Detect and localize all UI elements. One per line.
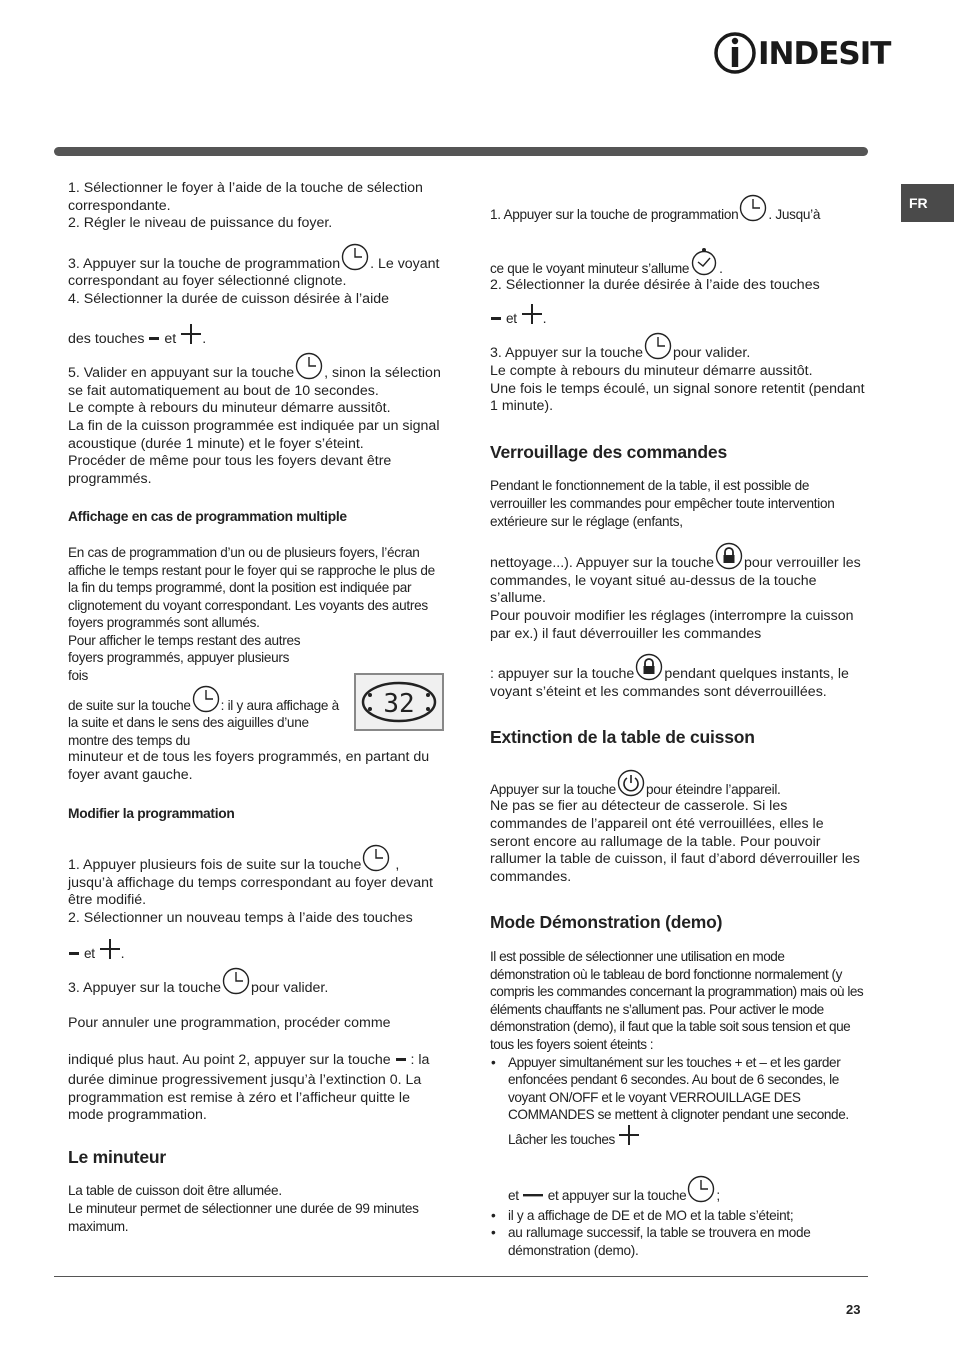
end-note: La fin de la cuisson programmée est indiquée par un signal acoustique (durée 1 minute) et le foyer s’éteint. [68, 417, 440, 452]
minus-icon [148, 333, 160, 351]
lock-text-1: Pendant le fonctionnement de la table, il est possible de verrouiller les commandes pour empêcher toute intervention extérieure sur le réglage (enfants, [490, 478, 835, 529]
plus-icon [618, 1124, 640, 1151]
modify-step-1: 1. Appuyer plusieurs fois de suite sur la touche , jusqu’à affichage du temps correspondant au foyer devant être modifié. [68, 844, 443, 910]
demo-list [490, 1054, 865, 1260]
timer-keys: et . [490, 303, 865, 331]
demo-text: Il est possible de sélectionner une utilisation en mode démonstration où le tableau de bord fonctionne normalement (y compris les commandes concernant la programmation) mais où les éléments chauffants ne s’allument pas. Pour activer le mode démonstration (demo), il faut que la table soit sous tension et que tous les foyers soient éteints : [490, 949, 864, 1052]
lock-text-2: nettoyage...). Appuyer sur la touche pour verrouiller les commandes, le voyant situé au-dessus de la touche s’allume. [490, 542, 865, 608]
power-icon [617, 769, 645, 797]
timer-step-1b: ce que le voyant minuteur s’allume . [490, 246, 865, 278]
brand-logo [714, 30, 891, 78]
timer-text-1: La table de cuisson doit être allumée. [68, 1183, 282, 1199]
timer-step-3: 3. Appuyer sur la touche pour valider. [490, 332, 865, 363]
off-text-1: Appuyer sur la touche pour éteindre l’appareil. [490, 769, 865, 799]
cancel-note: Pour annuler une programmation, procéder comme [68, 1014, 391, 1031]
countdown-note: Le compte à rebours du minuteur démarre aussitôt. [68, 400, 391, 417]
page-number: 23 [846, 1302, 861, 1317]
language-tab: FR [901, 184, 954, 222]
heading-demo: Mode Démonstration (demo) [490, 912, 723, 933]
clock-icon [739, 194, 767, 222]
heading-modify: Modifier la programmation [68, 805, 235, 821]
timer-indicator-icon [690, 246, 718, 276]
minus-icon [395, 1054, 407, 1072]
minus-icon [68, 948, 80, 966]
plus-icon [99, 938, 121, 966]
minus-icon [490, 313, 502, 331]
timer-text-2: Le minuteur permet de sélectionner une durée de 99 minutes maximum. [68, 1200, 419, 1234]
timer-step-1: 1. Appuyer sur la touche de programmation . Jusqu’à [490, 194, 865, 224]
lock-icon [635, 653, 663, 681]
heading-multi: Affichage en cas de programmation multiple [68, 509, 347, 525]
plus-icon [521, 303, 543, 331]
timer-end: Une fois le temps écoulé, un signal sonore retentit (pendant 1 minute). [490, 380, 865, 415]
brand-name: INDESIT [758, 36, 891, 72]
heading-timer: Le minuteur [68, 1146, 166, 1167]
modify-keys: et . [68, 938, 443, 966]
list-item: • Appuyer simultanément sur les touches + et – et les garder enfoncées pendant 6 secondes. Au bout de 6 secondes, le voyant ON/OFF et le voyant VERROUILLAGE DES COMMANDES se mettent à clignoter pendant une seconde. Lâcher les touches et et appuyer sur la touche ; [508, 1054, 865, 1207]
list-item: • au rallumage successif, la table se trouvera en mode démonstration (demo). [508, 1224, 865, 1259]
minus-icon [522, 1189, 544, 1207]
clock-icon [341, 243, 369, 271]
modify-step-2: 2. Sélectionner un nouveau temps à l’aide des touches [68, 910, 413, 926]
clock-icon [687, 1175, 715, 1203]
clock-icon [222, 967, 250, 995]
heading-off: Extinction de la table de cuisson [490, 727, 755, 748]
multi-text: En cas de programmation d’un ou de plusieurs foyers, l’écran affiche le temps restant pour le foyer qui se rapproche le plus de la fin du temps programmé, dont la position est indiquée par clignotement du voyant correspondant. Les voyants des autres foyers programmés sont allumés. [68, 544, 435, 631]
clock-icon [192, 685, 220, 713]
footer-rule [54, 1276, 868, 1277]
timer-step-2: 2. Sélectionner la durée désirée à l’aide des touches [490, 277, 820, 294]
step-4-keys: des touches et . [68, 323, 443, 351]
heading-lock: Verrouillage des commandes [490, 441, 727, 462]
modify-step-3: 3. Appuyer sur la touche pour valider. [68, 967, 443, 998]
step-4: 4. Sélectionner la durée de cuisson désirée à l’aide [68, 290, 389, 307]
cancel-note-2: indiqué plus haut. Au point 2, appuyer sur la touche : la durée diminue progressivement jusqu’à l’extinction 0. La programmation est remise à zéro et l’afficheur quitte le mode programmation. [68, 1052, 430, 1124]
lock-text-3: Pour pouvoir modifier les réglages (interrompre la cuisson par ex.) il faut déverrouiller les commandes [490, 607, 854, 642]
clock-icon [644, 332, 672, 360]
clock-icon [295, 352, 323, 380]
header-rule [54, 147, 868, 156]
step-2: 2. Régler le niveau de puissance du foyer. [68, 215, 333, 232]
plus-icon [180, 323, 202, 351]
list-item: • il y a affichage de DE et de MO et la table s’éteint; [508, 1207, 865, 1225]
clock-icon [362, 844, 390, 872]
timer-countdown: Le compte à rebours du minuteur démarre aussitôt. [490, 362, 813, 379]
right-column [490, 180, 865, 1260]
display-illustration [354, 673, 444, 731]
off-text-2: Ne pas se fier au détecteur de casserole. Si les commandes de l’appareil ont été verrouillées, elles le seront encore au rallumage de la table. Pour pouvoir rallumer la table de cuisson, il faut d’abord déverrouiller les commandes. [490, 798, 860, 885]
display-icon [356, 675, 442, 729]
step-1: 1. Sélectionner le foyer à l’aide de la touche de sélection correspondante. [68, 180, 423, 214]
step-3: 3. Appuyer sur la touche de programmation . Le voyant correspondant au foyer sélectionné clignote. [68, 243, 443, 291]
multi-text-2: Pour afficher le temps restant des autres foyers programmés, appuyer plusieurs fois [68, 632, 301, 684]
indesit-logo-icon [714, 30, 756, 76]
lock-text-4: : appuyer sur la touche pendant quelques instants, le voyant s’éteint et les commandes sont déverrouillées. [490, 653, 865, 701]
lock-icon [715, 542, 743, 570]
multi-text-3: de suite sur la touche : il y aura affichage à la suite et dans le sens des aiguilles d’une montre des temps du [68, 685, 343, 750]
display-value: 32 [383, 689, 415, 719]
repeat-note: Procéder de même pour tous les foyers devant être programmés. [68, 453, 392, 487]
step-5: 5. Valider en appuyant sur la touche , sinon la sélection se fait automatiquement au bout de 10 secondes. [68, 352, 443, 400]
multi-text-4: minuteur et de tous les foyers programmés, en partant du foyer avant gauche. [68, 749, 430, 784]
